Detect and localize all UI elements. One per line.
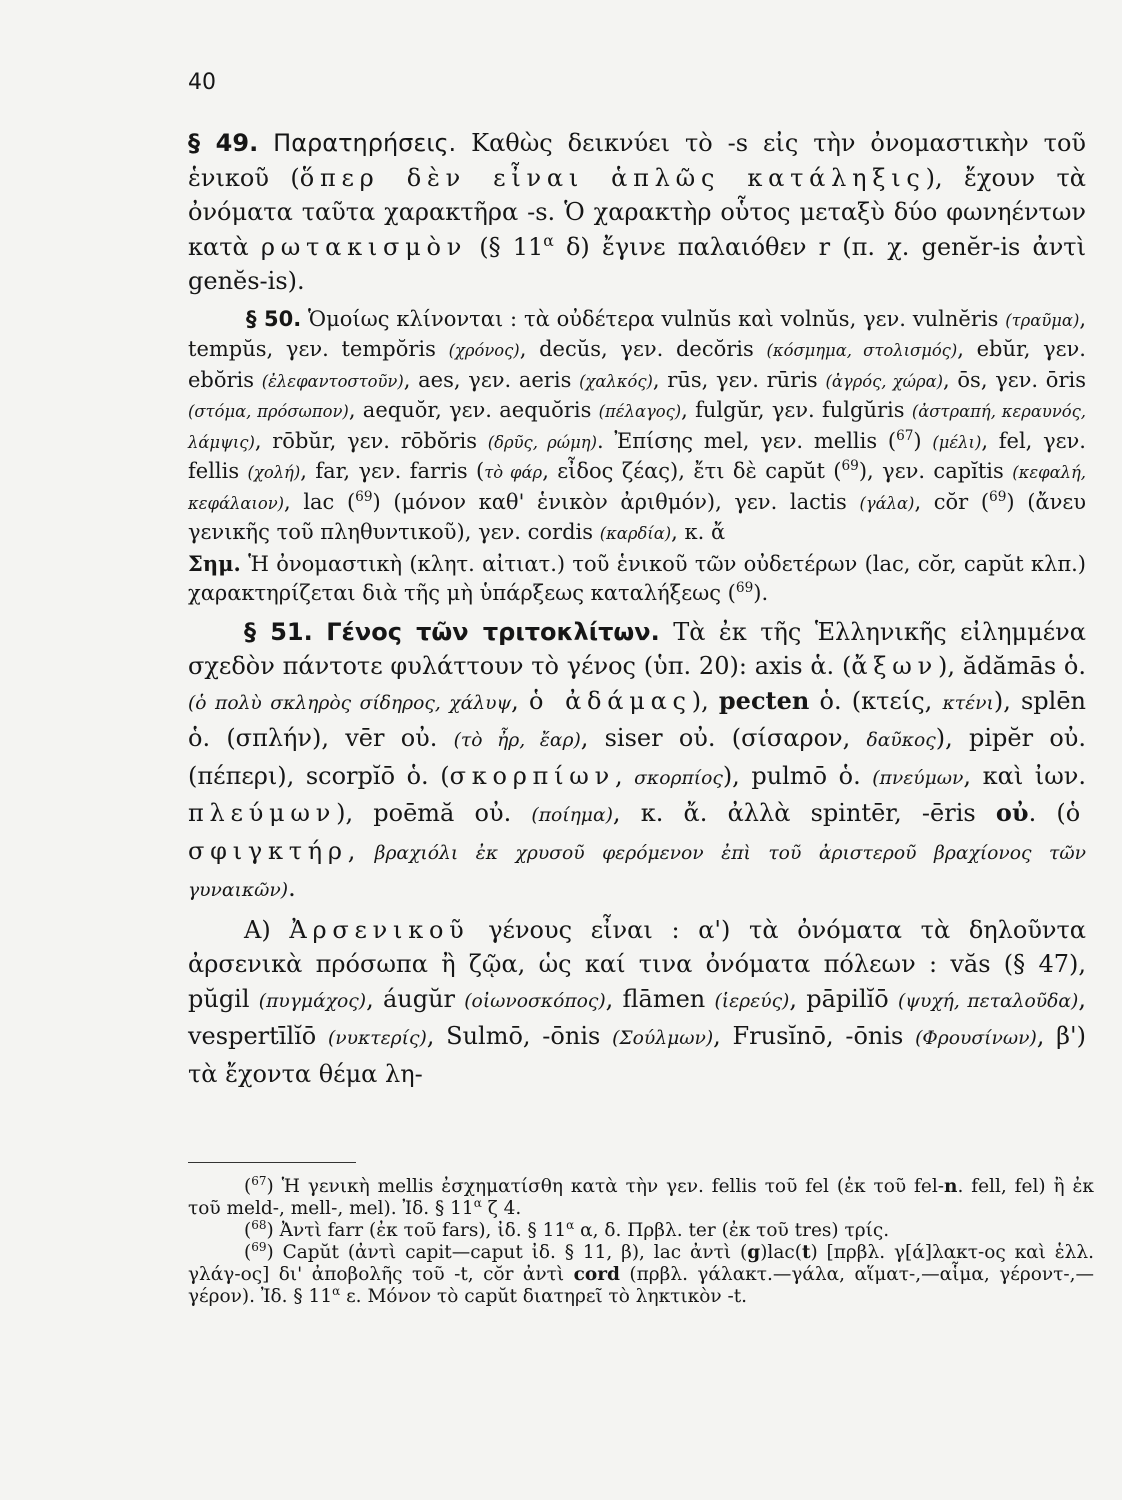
note xyxy=(188,549,1086,609)
text-run: , xyxy=(511,686,529,715)
text-run: ), ἔχουν τὰ ὀνόματα ταῦτα χαρακτῆρα -s. Ὁ χαρακτὴρ οὗτος μεταξὺ δύο φωνηέντων κατὰ xyxy=(188,163,1086,261)
gloss-text: (ἱερεύς) xyxy=(714,990,790,1012)
text-run: , flāmen xyxy=(605,984,715,1013)
gloss-text: (πυγμάχος) xyxy=(258,990,367,1012)
section-51-body xyxy=(188,618,1086,903)
bold-text: pecten xyxy=(718,685,810,715)
text-run: , vespertīlĭō xyxy=(188,984,1086,1050)
gloss-text: (κόσμημα, στολισμός) xyxy=(766,341,958,360)
text-run: ), splēn ὁ. (σπλήν), vēr οὐ. xyxy=(188,686,1086,752)
superscript: 67 xyxy=(896,427,914,444)
gloss-text: (οἰωνοσκόπος) xyxy=(464,990,606,1012)
spaced-text: ὁ σφιγκτήρ xyxy=(188,799,1086,865)
footnote-divider xyxy=(188,1162,356,1163)
bold-text: t xyxy=(801,1242,811,1263)
text-run: ( xyxy=(244,1176,252,1197)
text-run: ) (ἄνευ γενικῆς τοῦ πληθυντικοῦ), γεν. cordis xyxy=(188,489,1086,544)
text-run: , Sulmō, -ōnis xyxy=(426,1022,613,1050)
text-run: , fel, γεν. fellis xyxy=(188,428,1086,483)
text-run: , καὶ ἰων. xyxy=(963,761,1086,790)
note-end: ). xyxy=(753,581,769,605)
text-run: ( xyxy=(244,1220,252,1241)
text-run: , κ. ἄ xyxy=(671,520,726,544)
text-run: , áugŭr xyxy=(366,984,465,1013)
text-run: ) xyxy=(913,428,933,453)
footnotes xyxy=(188,1173,1094,1308)
text-run: , lac ( xyxy=(284,489,356,514)
gloss-text: (ἀγρός, χώρα) xyxy=(825,371,944,391)
text-run: , ōs, γεν. ōris xyxy=(943,367,1086,392)
spaced-text: Ἀρσενικοῦ xyxy=(289,915,470,944)
text-run: , xyxy=(347,836,375,865)
section-a-body xyxy=(188,916,1086,1088)
text-run: , fulgŭr, γεν. fulgŭris xyxy=(681,398,912,422)
text-run: ) Ἡ γενικὴ mellis ἐσχηματίσθη κατὰ τὴν γεν. fellis τοῦ fel (ἐκ τοῦ fel- xyxy=(266,1176,944,1197)
bold-text: cord xyxy=(573,1264,620,1285)
gloss-text: (ἀστραπή, κεραυνός, λάμψις) xyxy=(188,402,1086,452)
text-run: ), poēmă οὐ. xyxy=(336,799,532,827)
bold-text: n xyxy=(943,1176,958,1197)
text-run: ) Ἀντὶ farr (ἐκ τοῦ fars), ἰδ. § 11 xyxy=(266,1220,567,1241)
spaced-text: πλεύμων xyxy=(188,799,337,827)
superscript: 69 xyxy=(989,488,1007,505)
spaced-text: ρωτακισμὸν xyxy=(260,232,468,261)
gloss-text: (κεφαλή, κεφάλαιον) xyxy=(188,463,1086,513)
text-run: , κ. ἄ. ἀλλὰ spintēr, -ēris xyxy=(612,799,996,827)
text-run: , cŏr ( xyxy=(914,489,990,514)
gloss-text: (ποίημα) xyxy=(531,805,613,826)
superscript: α xyxy=(543,231,554,250)
gloss-text: (τραῦμα) xyxy=(1005,310,1080,330)
text-run: , εἶδος ζέας), ἔτι δὲ capŭt ( xyxy=(542,459,842,483)
text-run: Τὰ ἐκ τῆς Ἑλληνικῆς εἰλημμένα σχεδὸν πάντοτε φυλάττουν τὸ γένος (ὑπ. 20): axis ἁ. ( xyxy=(188,617,1086,680)
section-50 xyxy=(188,305,1086,549)
superscript: α xyxy=(566,1217,575,1232)
text-run: ζ 4. xyxy=(481,1198,522,1219)
gloss-text: (χρόνος) xyxy=(448,341,520,360)
gloss-text: (ὁ πολὺ σκληρὸς σίδηρος, χάλυψ xyxy=(188,692,512,714)
text-run: , rūs, γεν. rūris xyxy=(652,367,826,392)
text-run: . xyxy=(288,874,296,902)
gloss-text: (ψυχή, πεταλοῦδα) xyxy=(898,990,1079,1012)
gloss-text: (πνεύμων xyxy=(872,767,964,789)
footnote-68 xyxy=(188,1217,1094,1242)
text-run: γένους εἶναι : α') τὰ ὀνόματα τὰ δηλοῦντα ἀρσενικὰ πρόσωπα ἢ ζῷα, ὡς καί τινα ὀνόματα πόλεων : văs (§ 47), pŭgil xyxy=(188,915,1086,1013)
gloss-text: τὸ φάρ xyxy=(484,463,543,482)
gloss-text: (πέλαγος) xyxy=(598,402,682,421)
text-run: ( xyxy=(244,1242,252,1263)
text-run: , ebŭr, γεν. ebŏris xyxy=(188,337,1086,392)
superscript: α xyxy=(473,1195,482,1210)
gloss-text: (καρδία) xyxy=(599,524,672,543)
gloss-text: (δρῦς, ρώμη) xyxy=(487,432,597,452)
superscript: 69 xyxy=(251,1239,267,1254)
text-run: , Frusĭnō, -ōnis xyxy=(713,1022,916,1050)
gloss-text: (Φρουσίνων) xyxy=(915,1028,1037,1049)
footnote-69 xyxy=(188,1239,1094,1308)
text-run: ), xyxy=(691,686,719,715)
superscript: 67 xyxy=(251,1173,267,1188)
text-run: ε. Μόνον τὸ capŭt διατηρεῖ τὸ ληκτικὸν -t. xyxy=(340,1286,748,1307)
text-run: , siser οὐ. (σίσαρον, xyxy=(580,724,867,752)
note-text: Ἡ ὀνομαστικὴ (κλητ. αἰτιατ.) τοῦ ἑνικοῦ τῶν οὐδετέρων (lac, cŏr, capŭt κλπ.) χαρακτηρίζεται διὰ τῆς μὴ ὑπάρξεως καταλήξεως ( xyxy=(188,551,1086,605)
text-run: ὁ. (κτείς, xyxy=(809,686,943,715)
text-run: ), γεν. capĭtis xyxy=(858,459,1013,483)
text-run: ) [πρβλ. γ[ά]λακτ-ος καὶ ἑλλ. γλάγ-ος] δι' ἀποβολῆς τοῦ -t, cŏr ἀντὶ xyxy=(188,1242,1094,1285)
bold-text: g xyxy=(747,1242,761,1263)
text-run: , rōbŭr, γεν. rōbŏris xyxy=(254,428,488,453)
text-run: . fell, fel) ἢ ἐκ τοῦ meld-, mell-, mel). Ἰδ. § 11 xyxy=(188,1176,1094,1219)
text-run: Ὁμοίως κλίνονται : τὰ οὐδέτερα vulnŭs καὶ volnŭs, γεν. vulnĕris xyxy=(308,306,1006,331)
superscript: 69 xyxy=(735,580,754,596)
gloss-text: κτένι xyxy=(942,692,994,714)
text-run: ) Capŭt (ἀντὶ capit—caput ἰδ. § 11, β), lac ἀντὶ ( xyxy=(266,1242,748,1263)
spaced-text: ὁ ἀδάμας xyxy=(528,686,692,715)
text-run: , β') τὰ ἔχοντα θέμα λη- xyxy=(188,1022,1086,1088)
gloss-text: (νυκτερίς) xyxy=(327,1028,427,1049)
gloss-text: (γάλα) xyxy=(859,493,915,513)
section-a xyxy=(188,913,1086,1092)
text-run: , xyxy=(614,761,635,790)
section-heading: Παρατηρήσεις. xyxy=(273,129,457,157)
page-number: 40 xyxy=(188,70,216,95)
text-run: , far, γεν. farris ( xyxy=(300,459,485,483)
text-run: . ( xyxy=(1028,799,1066,827)
text-run: (πρβλ. γάλακτ.—γάλα, αἵματ-,—αἷμα, γέροντ-,—γέρον). Ἰδ. § 11 xyxy=(188,1264,1094,1307)
gloss-text: βραχιόλι ἐκ χρυσοῦ φερόμενον ἐπὶ τοῦ ἀριστεροῦ βραχίονος τῶν γυναικῶν) xyxy=(188,842,1086,901)
gloss-text: (Σούλμων) xyxy=(612,1028,714,1049)
text-run: . Ἐπίσης mel, γεν. mellis ( xyxy=(596,428,897,453)
note-label: Σημ. xyxy=(188,550,241,576)
spaced-text: ἄξων xyxy=(851,652,938,680)
gloss-text: (ἐλεφαντοστοῦν) xyxy=(261,371,404,391)
gloss-text: (μέλι) xyxy=(932,432,982,452)
spaced-text: ὅπερ δὲν εἶναι ἁπλῶς κατάληξις xyxy=(299,163,926,192)
text-run: , decŭs, γεν. decŏris xyxy=(519,337,767,361)
section-50-body xyxy=(188,307,1086,545)
section-49 xyxy=(188,126,1086,299)
text-run: α, δ. Πρβλ. ter (ἐκ τοῦ tres) τρίς. xyxy=(574,1220,890,1241)
section-mark: § 50. xyxy=(246,306,302,331)
gloss-text: (χαλκός) xyxy=(579,371,653,391)
gloss-text: σκορπίος xyxy=(634,767,723,789)
gloss-text: (στόμα, πρόσωπον) xyxy=(188,402,349,421)
text-run: )lac( xyxy=(760,1242,802,1263)
text-run: ), ădămās ὁ. xyxy=(937,652,1086,680)
text-run: , aes, γεν. aeris xyxy=(403,367,580,392)
text-run: Καθὼς δεικνύει τὸ -s εἰς τὴν ὀνομαστικὴν τοῦ ἑνικοῦ ( xyxy=(188,129,1086,192)
superscript: 69 xyxy=(841,458,859,474)
text-run: ) (μόνον καθ' ἑνικὸν ἀριθμόν), γεν. lactis xyxy=(372,489,860,514)
bold-text: οὐ xyxy=(995,798,1029,827)
superscript: 68 xyxy=(251,1217,267,1232)
text-run: , pāpilĭō xyxy=(789,984,898,1013)
gloss-text: (τὸ ἦρ, ἔαρ) xyxy=(453,730,581,751)
spaced-text: σκορπίων xyxy=(449,761,615,790)
text-run: , tempŭs, γεν. tempŏris xyxy=(188,306,1087,361)
text-run: , aequŏr, γεν. aequŏris xyxy=(348,398,599,422)
text-run: Α) xyxy=(244,915,290,944)
gloss-text: (χολή) xyxy=(247,463,301,482)
main-text xyxy=(188,126,1086,1091)
text-run: ), pulmō ὁ. xyxy=(722,761,873,790)
text-run: (§ 11 xyxy=(467,232,544,261)
text-run: δ) ἔγινε παλαιόθεν r (π. χ. genĕr-is ἀντὶ genĕs-is). xyxy=(188,232,1086,295)
footnote-67 xyxy=(188,1173,1094,1220)
gloss-text: δαῦκος xyxy=(866,730,936,751)
section-mark: § 51. xyxy=(244,617,313,646)
section-51 xyxy=(188,615,1086,909)
superscript: α xyxy=(332,1283,341,1298)
superscript: 69 xyxy=(355,488,373,505)
section-heading: Γένος τῶν τριτοκλίτων. xyxy=(326,617,660,646)
text-run: ), pipĕr οὐ. (πέπερι), scorpĭō ὁ. ( xyxy=(188,724,1086,790)
section-mark: § 49. xyxy=(188,129,259,157)
